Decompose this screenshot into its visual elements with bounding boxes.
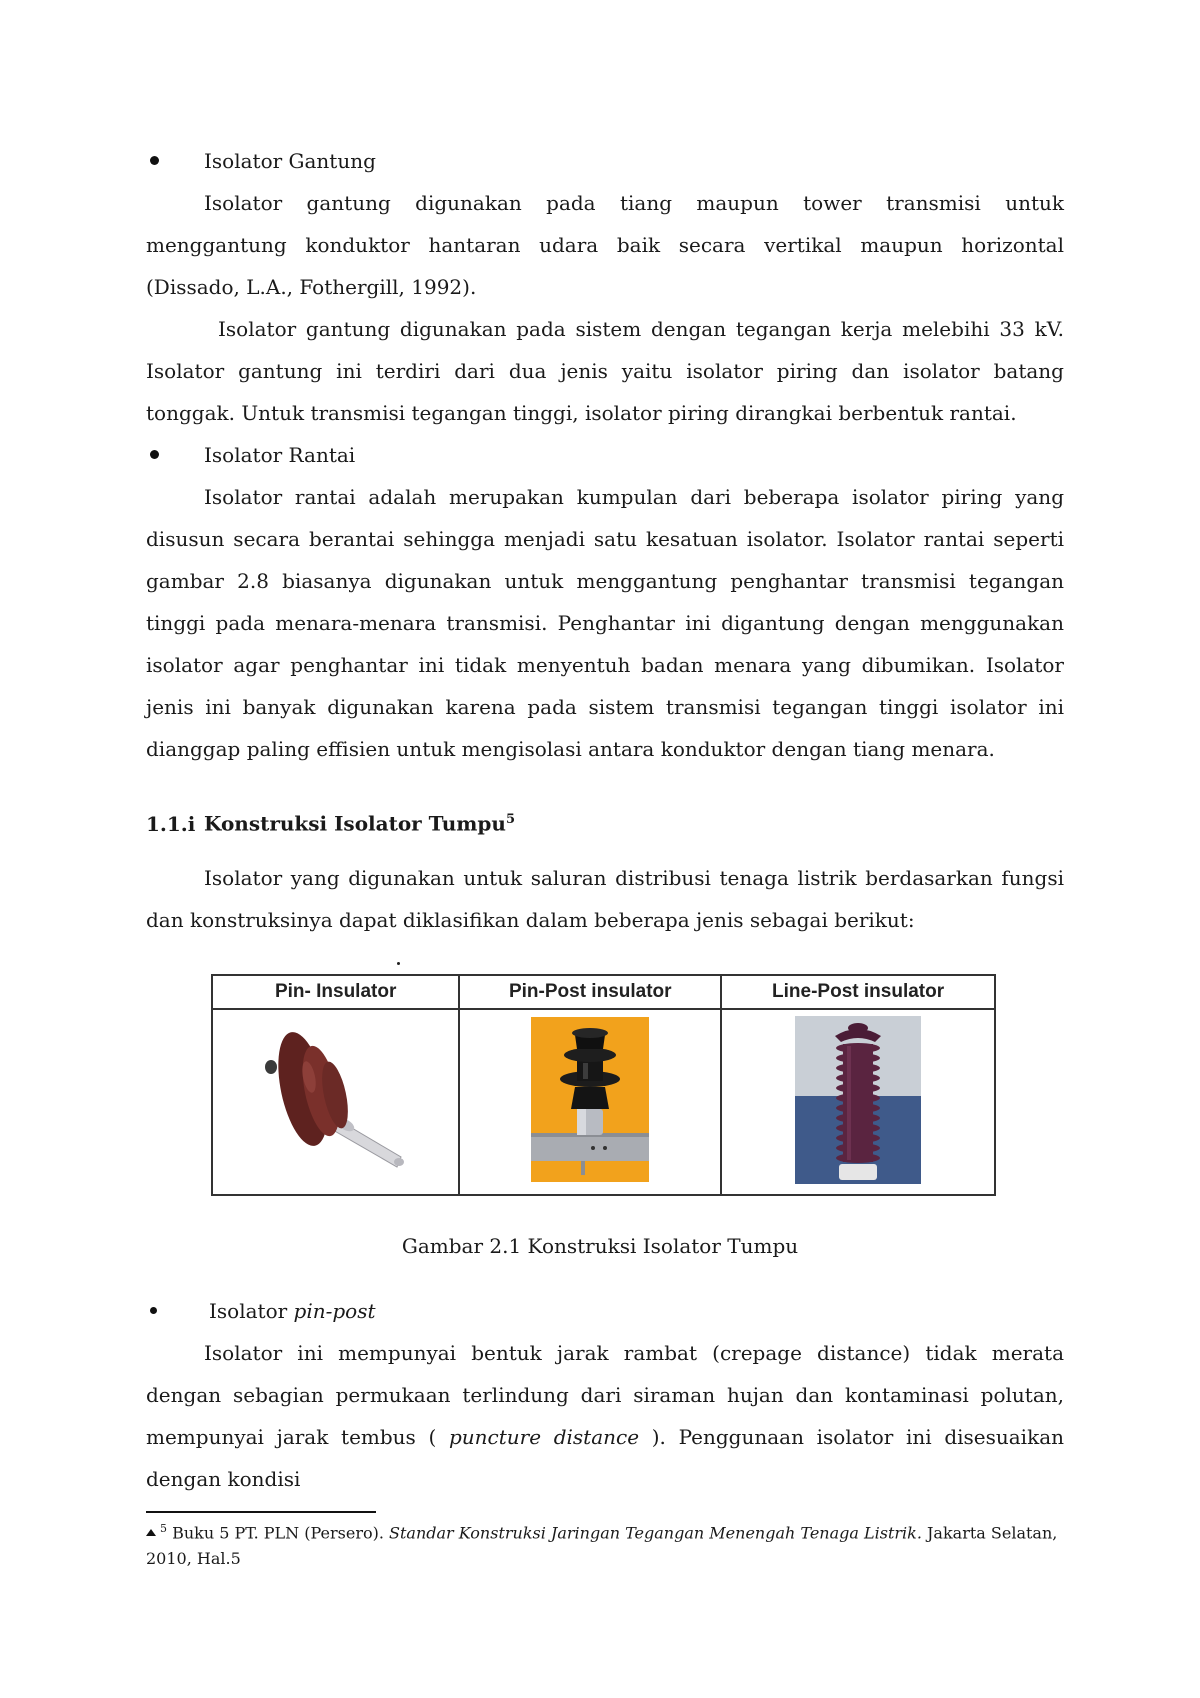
paragraph-gantung-1: Isolator gantung digunakan pada tiang maupun tower transmisi untuk menggantung konduktor hantaran udara baik secara vertikal maupun horizontal (Dissado, L.A., Fothergill, 1992). — [146, 191, 1064, 299]
line-post-insulator-cell — [721, 1009, 995, 1195]
bullet-icon — [150, 156, 159, 165]
pin-post-insulator-image — [531, 1017, 649, 1182]
paragraph-intro: Isolator yang digunakan untuk saluran distribusi tenaga listrik berdasarkan fungsi dan konstruksinya dapat diklasifikan dalam beberapa jenis sebagai berikut: — [146, 866, 1064, 932]
bullet-title-plain: Isolator — [209, 1299, 294, 1323]
pin-insulator-image — [251, 1017, 421, 1182]
footnote-text: Buku 5 PT. PLN (Persero). — [167, 1523, 390, 1543]
pin-post-insulator-cell — [459, 1009, 721, 1195]
paragraph-gantung-2: Isolator gantung digunakan pada sistem dengan tegangan kerja melebihi 33 kV. Isolator gantung ini terdiri dari dua jenis yaitu isolator piring dan isolator batang tonggak. Untuk transmisi tegangan tinggi, isolator piring dirangkai berbentuk rantai. — [146, 317, 1064, 425]
bullet-icon — [150, 450, 159, 459]
bullet-icon — [150, 1307, 157, 1314]
figure-caption: Gambar 2.1 Konstruksi Isolator Tumpu — [401, 1234, 799, 1258]
insulator-figure-table — [211, 974, 996, 1196]
column-header-line-post: Line-Post insulator — [721, 975, 995, 1009]
paragraph-rantai: Isolator rantai adalah merupakan kumpulan dari beberapa isolator piring yang disusun secara berantai sehingga menjadi satu kesatuan isolator. Isolator rantai seperti gambar 2.8 biasanya digunakan untuk menggantung penghantar transmisi tegangan tinggi pada menara-menara transmisi. Penghantar ini digantung dengan menggunakan isolator agar penghantar ini tidak menyentuh badan menara yang dibumikan. Isolator jenis ini banyak digunakan karena pada sistem transmisi tegangan tinggi isolator ini dianggap paling effisien untuk mengisolasi antara konduktor dengan tiang menara. — [146, 485, 1064, 761]
footnote-number: 5 — [160, 1522, 167, 1535]
bullet-isolator-pin-post — [146, 1290, 1064, 1332]
footnote-text-end: Jakarta Selatan, 2010, Hal.5 — [146, 1523, 1058, 1569]
column-header-pin: Pin- Insulator — [212, 975, 459, 1009]
footnote-backlink-icon[interactable] — [146, 1529, 156, 1536]
paragraph-text-end: ). Penggunaan isolator ini disesuaikan dengan kondisi — [146, 1425, 1065, 1491]
section-heading — [146, 800, 515, 844]
column-header-pin-post: Pin-Post insulator — [459, 975, 721, 1009]
paragraph-pin-post — [146, 1332, 1064, 1500]
heading-number: 1.1.i — [146, 811, 196, 836]
bullet-isolator-gantung — [146, 140, 1064, 182]
bullet-title: Isolator Gantung — [204, 149, 376, 173]
footnote-ref[interactable]: 5 — [505, 812, 515, 827]
paragraph-text: Isolator ini mempunyai bentuk jarak rambat (crepage distance) tidak merata dengan sebagian permukaan terlindung dari siraman hujan dan kontaminasi polutan, mempunyai jarak tembus ( — [146, 1341, 1064, 1449]
footnote-title: Standar Konstruksi Jaringan Tegangan Menengah Tenaga Listrik. — [389, 1523, 922, 1543]
bullet-title — [209, 1290, 376, 1332]
footnote — [146, 1516, 1064, 1572]
pin-insulator-cell — [212, 1009, 459, 1195]
footnote-separator — [146, 1511, 376, 1513]
bullet-isolator-rantai — [146, 434, 1064, 476]
heading-title: Konstruksi Isolator Tumpu — [204, 811, 506, 836]
bullet-title-italic: pin-post — [293, 1299, 376, 1323]
bullet-title: Isolator Rantai — [204, 443, 356, 467]
stray-dot — [397, 962, 400, 965]
line-post-insulator-image — [795, 1016, 921, 1184]
paragraph-italic: puncture distance — [448, 1425, 640, 1449]
